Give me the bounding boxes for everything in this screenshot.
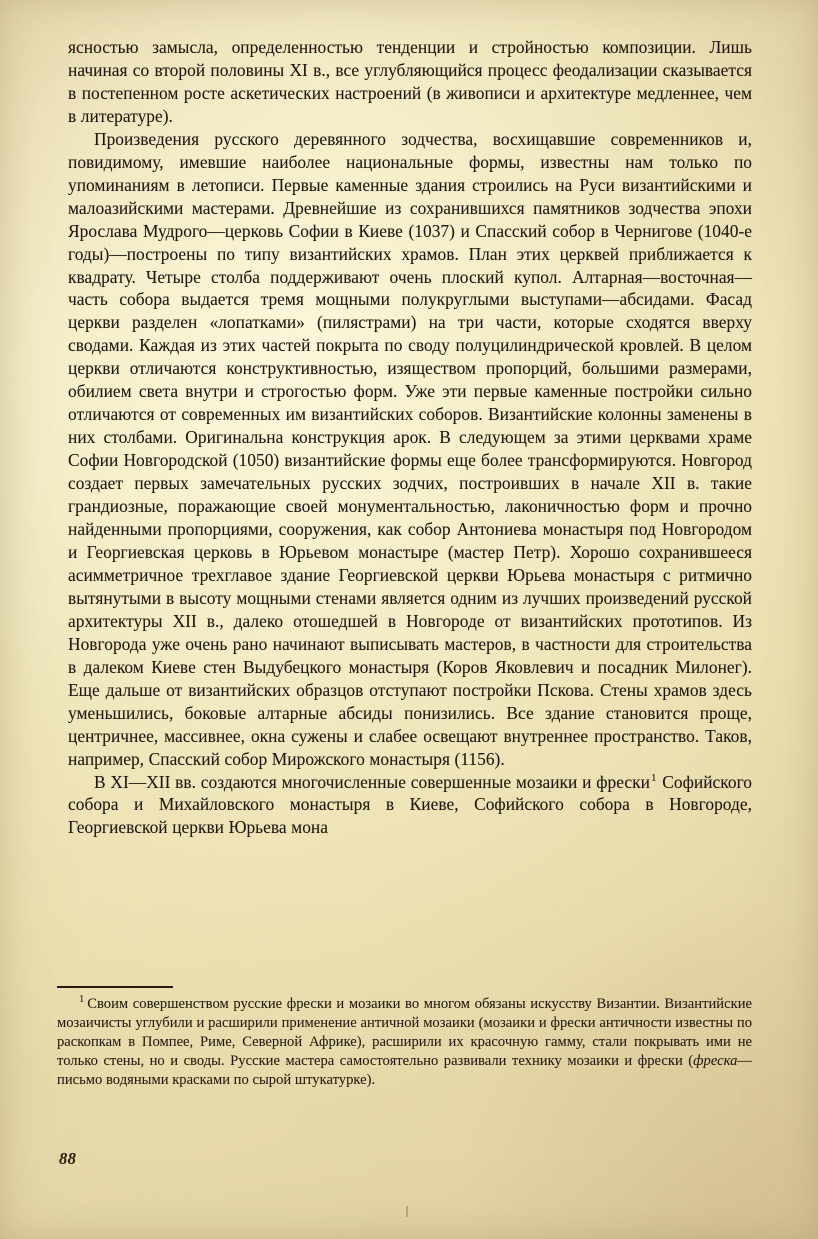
paragraph-mosaics-frescoes: [68, 771, 752, 840]
paragraph-text-before-footnote-ref: В XI—XII вв. создаются многочисленные совершенные мозаики и фрески: [94, 771, 650, 792]
paragraph-wooden-architecture: Произведения русского деревянного зодчества, восхищавшие современников и, повидимому, имевшие наиболее национальные формы, известны нам только по упоминаниям в летописи. Первые каменные здания строились на Руси византийскими и малоазийскими мастерами. Древнейшие из сохранившихся памятников зодчества эпохи Ярослава Мудрого—церковь Софии в Киеве (1037) и Спасский собор в Чернигове (1040-е годы)—построены по типу византийских храмов. План этих церквей приближается к квадрату. Четыре столба поддерживают очень плоский купол. Алтарная—восточная—часть собора выдается тремя мощными полукруглыми выступами—абсидами. Фасад церкви разделен «лопатками» (пилястрами) на три части, которые сходятся вверху сводами. Каждая из этих частей покрыта по своду полуцилиндрической кровлей. В целом церкви отличаются конструктивностью, изяществом пропорций, большими размерами, обилием света внутри и строгостью форм. Уже эти первые каменные постройки сильно отличаются от современных им византийских соборов. Византийские колонны заменены в них столбами. Оригинальна конструкция арок. В следующем за этими церквами храме Софии Новгородской (1050) византийские формы еще более трансформируются. Новгород создает первых замечательных русских зодчих, построивших в начале XII в. такие грандиозные, поражающие своей монументальностью, лаконичностью форм и прочно найденными пропорциями, сооружения, как собор Антониева монастыря под Новгородом и Георгиевская церковь в Юрьевом монастыре (мастер Петр). Хорошо сохранившееся асимметричное трехглавое здание Георгиевской церкви Юрьева монастыря с ритмично вытянутыми в высоту мощными стенами является одним из лучших произведений русской архитектуры XII в., далеко отошедшей в Новгороде от византийских прототипов. Из Новгорода уже очень рано начинают выписывать мастеров, в частности для строительства в далеком Киеве стен Выдубецкого монастыря (Коров Яковлевич и посадник Милонег). Еще дальше от византийских образцов отступают постройки Пскова. Стены храмов здесь уменьшились, боковые алтарные абсиды понизились. Все здание становится проще, центричнее, массивнее, окна сужены и слабее освещают внутреннее пространство. Таков, например, Спасский собор Мирожского монастыря (1156).: [68, 128, 752, 769]
footnote-text: [57, 995, 752, 1090]
footnote-italic-term: фреска: [693, 1053, 738, 1070]
footnote-text-part-1: Своим совершенством русские фрески и мозаики во многом обязаны искусству Византии. Византийские мозаичисты углубили и расширили применение античной мозаики (мозаики и фрески античности известны по раскопкам в Помпее, Риме, Северной Африке), расширили их красочную гамму, стали покрывать ими не только стены, но и своды. Русские мастера самостоятельно развивали технику мозаики и фрески (: [57, 996, 752, 1070]
footnote-text-part-2: —письмо водяными красками по сырой штукатурке).: [57, 1053, 752, 1089]
page-number: 88: [59, 1149, 77, 1168]
center-mark: [406, 1206, 408, 1217]
paragraph-continuation: ясностью замысла, определенностью тенденции и стройностью композиции. Лишь начиная со второй половины XI в., все углубляющийся процесс феодализации сказывается в постепенном росте аскетических настроений (в живописи и архитектуре медленнее, чем в литературе).: [68, 37, 752, 126]
footnote-zone: [57, 986, 757, 1090]
body-text-block: [68, 36, 752, 839]
footnote-separator-rule: [57, 986, 173, 988]
footnote-number: 1: [79, 994, 85, 1006]
paragraph-text-after-footnote-ref: Софийского собора и Михайловского монастыря в Киеве, Софийского собора в Новгороде, Георгиевской церкви Юрьева мона: [68, 771, 752, 838]
footnote-reference-marker[interactable]: 1: [650, 771, 657, 784]
